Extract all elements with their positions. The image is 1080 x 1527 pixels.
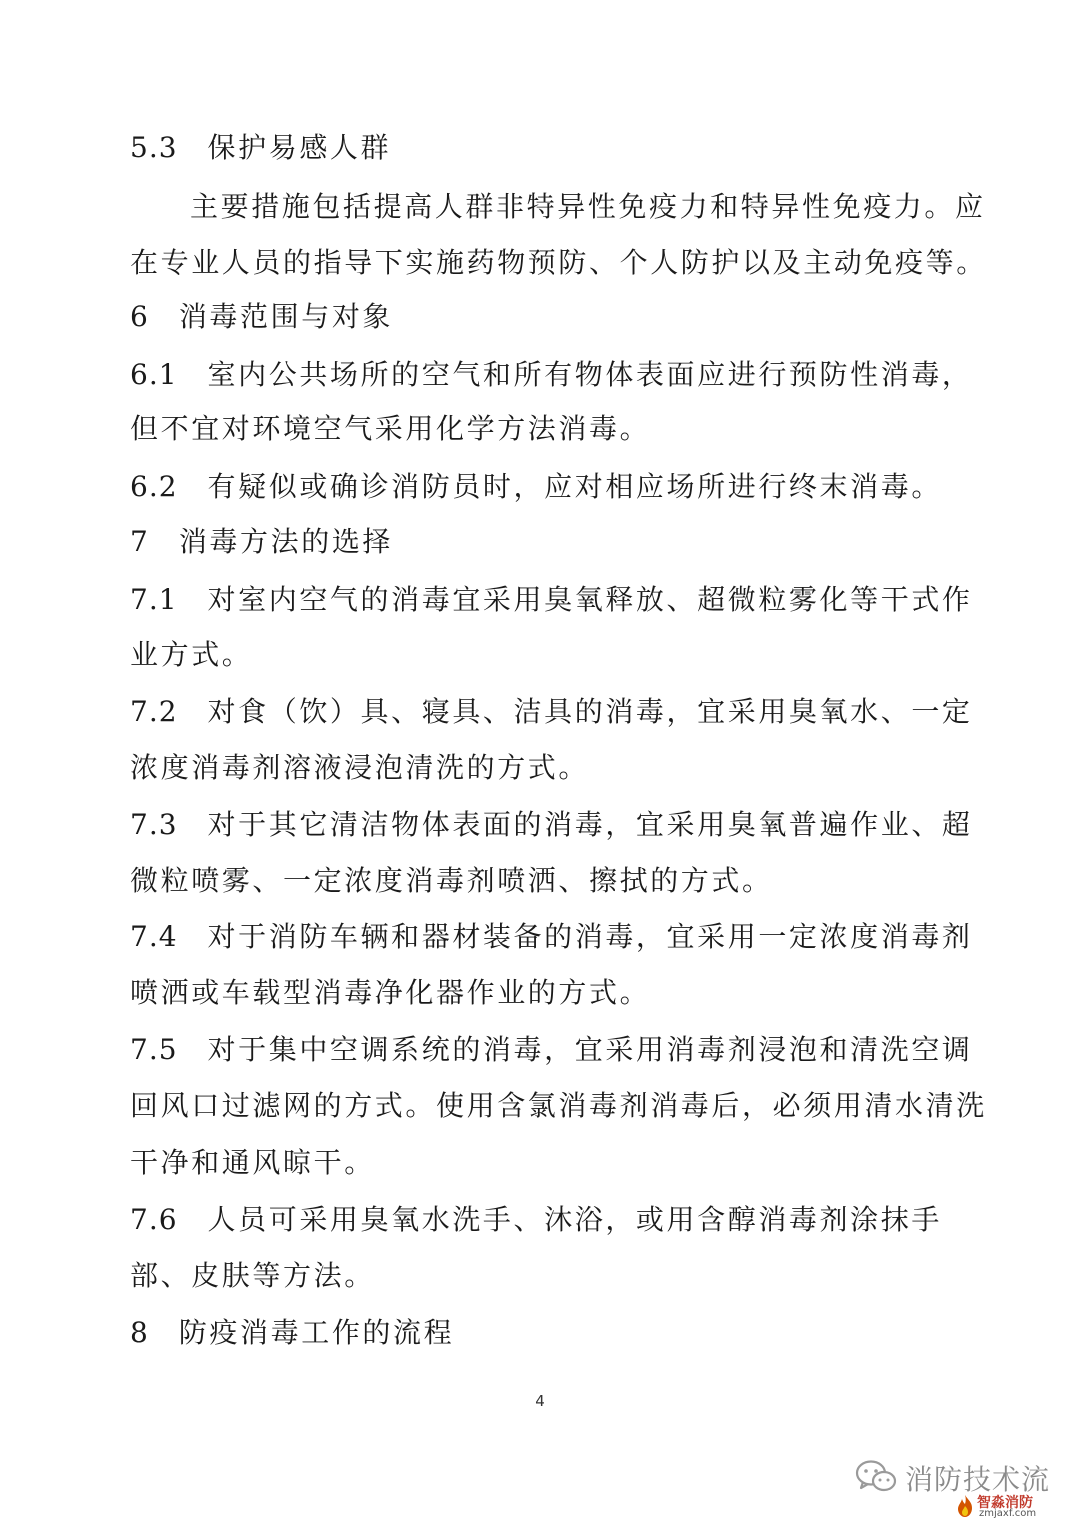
clause-number: 6.2: [130, 470, 178, 503]
clause-7-1: [130, 583, 973, 617]
paragraph-line: 喷洒或车载型消毒净化器作业的方式。: [130, 976, 651, 1009]
clause-number: 7.4: [130, 920, 178, 953]
section-number: 7: [130, 525, 149, 558]
section-number: 5.3: [130, 131, 178, 164]
watermark-logo-url: zmjaxf.com: [979, 1508, 1037, 1519]
clause-6-2: [130, 470, 942, 504]
watermark: [855, 1448, 1070, 1518]
clause-text: 对于集中空调系统的消毒，宜采用消毒剂浸泡和清洗空调: [207, 1033, 973, 1066]
paragraph-line: 浓度消毒剂溶液浸泡清洗的方式。: [130, 751, 590, 784]
clause-text: 对于消防车辆和器材装备的消毒，宜采用一定浓度消毒剂: [207, 920, 973, 953]
section-title: 消毒方法的选择: [178, 525, 394, 558]
clause-6-1: [130, 358, 973, 392]
paragraph-line: 业方式。: [130, 638, 253, 671]
section-heading-5-3: [130, 131, 391, 165]
paragraph-line: 在专业人员的指导下实施药物预防、个人防护以及主动免疫等。: [130, 246, 987, 279]
paragraph-line: 部、皮肤等方法。: [130, 1259, 375, 1292]
paragraph-line: 主要措施包括提高人群非特异性免疫力和特异性免疫力。应: [190, 190, 986, 223]
paragraph-line: 回风口过滤网的方式。使用含氯消毒剂消毒后，必须用清水清洗: [130, 1089, 987, 1122]
section-heading-7: [130, 525, 393, 559]
section-number: 8: [130, 1316, 149, 1349]
clause-7-5: [130, 1033, 973, 1067]
fire-logo-icon: [955, 1494, 975, 1518]
paragraph-line: 干净和通风晾干。: [130, 1146, 375, 1179]
section-title: 消毒范围与对象: [178, 300, 394, 333]
section-heading-6: [130, 300, 393, 334]
clause-text: 对室内空气的消毒宜采用臭氧释放、超微粒雾化等干式作: [207, 583, 973, 616]
clause-text: 室内公共场所的空气和所有物体表面应进行预防性消毒，: [207, 358, 973, 391]
clause-number: 6.1: [130, 358, 178, 391]
page-number: 4: [535, 1392, 545, 1410]
section-title: 保护易感人群: [207, 131, 392, 164]
clause-number: 7.5: [130, 1033, 178, 1066]
clause-number: 7.1: [130, 583, 178, 616]
clause-number: 7.2: [130, 695, 178, 728]
section-number: 6: [130, 300, 149, 333]
clause-number: 7.3: [130, 808, 178, 841]
clause-text: 有疑似或确诊消防员时，应对相应场所进行终末消毒。: [207, 470, 942, 503]
section-title: 防疫消毒工作的流程: [178, 1316, 455, 1349]
paragraph-line: 但不宜对环境空气采用化学方法消毒。: [130, 412, 651, 445]
clause-7-6: [130, 1203, 942, 1237]
clause-text: 人员可采用臭氧水洗手、沐浴，或用含醇消毒剂涂抹手: [207, 1203, 942, 1236]
watermark-logo: [955, 1494, 1070, 1520]
clause-number: 7.6: [130, 1203, 178, 1236]
paragraph-line: 微粒喷雾、一定浓度消毒剂喷洒、擦拭的方式。: [130, 864, 773, 897]
watermark-account-name: 消防技术流: [905, 1463, 1051, 1496]
section-heading-8: [130, 1316, 454, 1350]
wechat-icon: [855, 1458, 897, 1494]
clause-text: 对于其它清洁物体表面的消毒，宜采用臭氧普遍作业、超: [207, 808, 973, 841]
clause-7-4: [130, 920, 973, 954]
watermark-logo-name: 智淼消防: [977, 1495, 1033, 1511]
clause-7-3: [130, 808, 973, 842]
clause-text: 对食（饮）具、寝具、洁具的消毒，宜采用臭氧水、一定: [207, 695, 973, 728]
clause-7-2: [130, 695, 973, 729]
